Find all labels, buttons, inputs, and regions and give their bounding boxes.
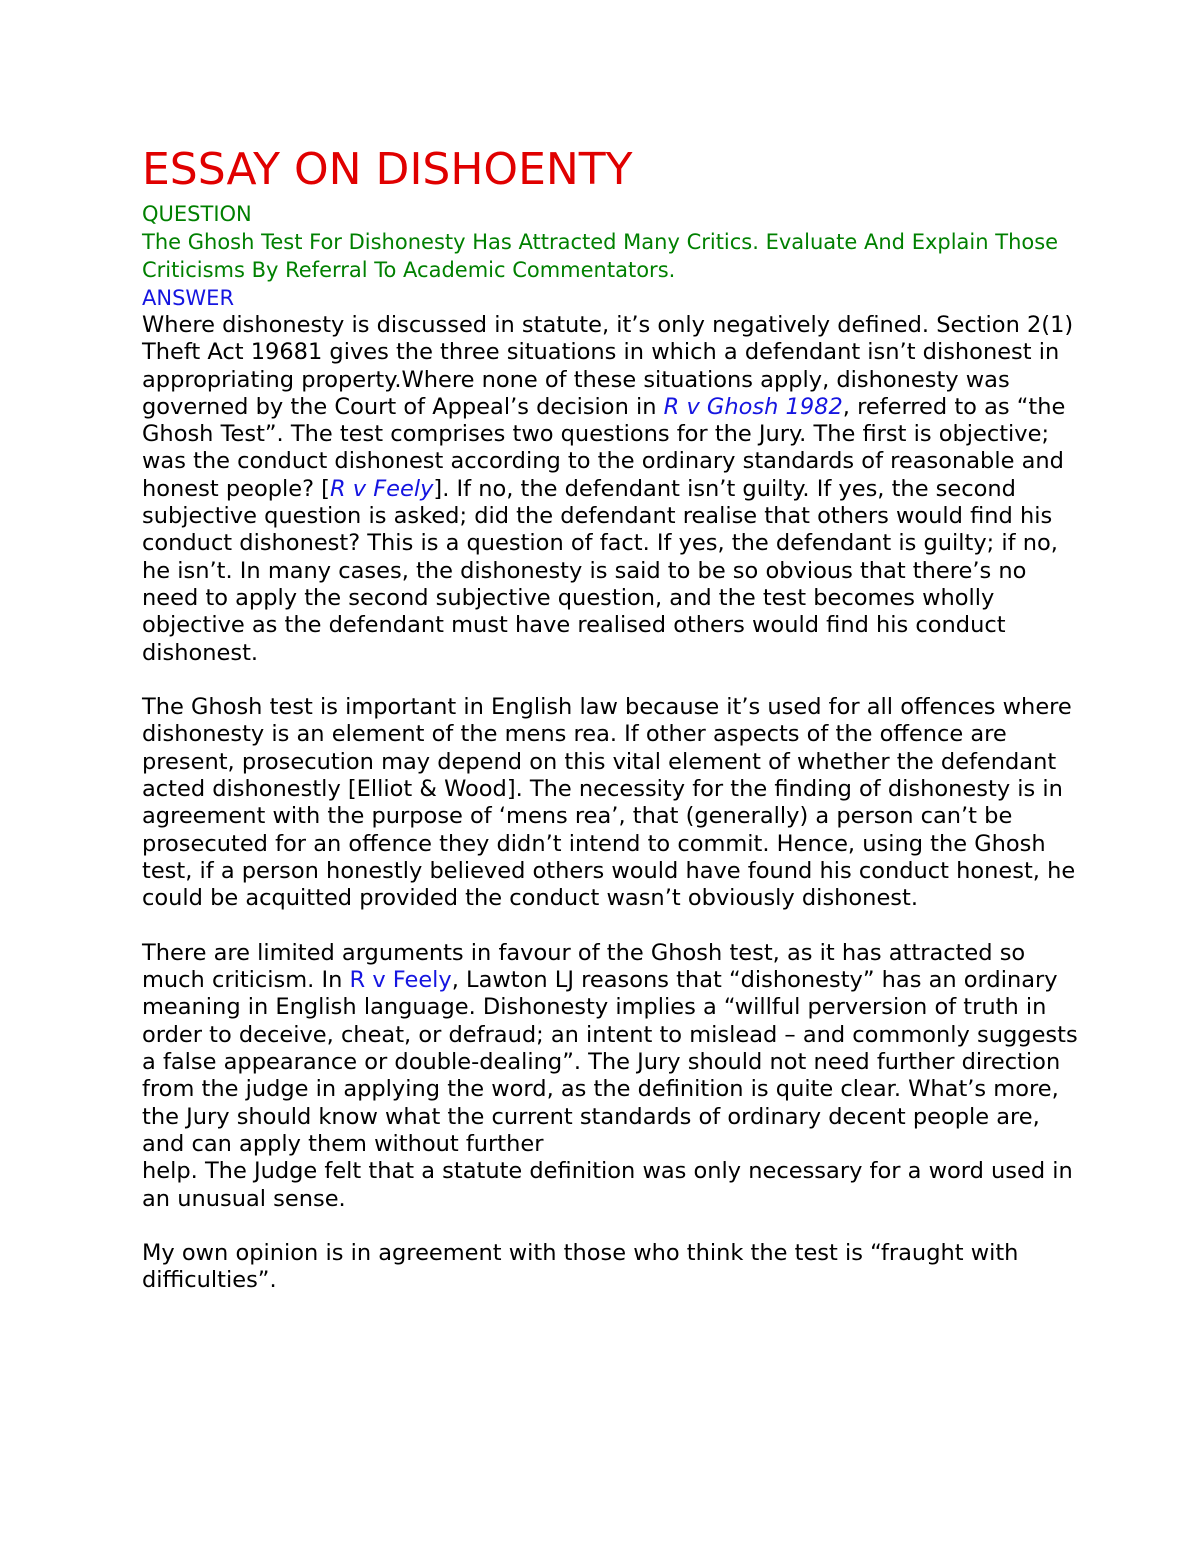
paragraph-1-part-c: ]. If no, the defendant isn’t guilty. If yes, the second subjective question is asked; did the defendant realise that others would find his conduct dishonest? This is a question of fact. If yes, the defendant is guilty; if no, he isn’t. In many cases, the dishonesty is said to be so obvious that there’s no need to apply the second subjective question, and the test becomes wholly objective as the defendant must have realised others would find his conduct dishonest. <box>142 475 1058 666</box>
paragraph-1-part-a: Where dishonesty is discussed in statute, it’s only negatively defined. Section 2(1) Theft Act 19681 gives the three situations in which a defendant isn’t dishonest in appropriating property.Where none of these situations apply, dishonesty was governed by the Court of Appeal’s decision in <box>142 312 1074 420</box>
case-citation-ghosh: R v Ghosh 1982 <box>663 393 843 420</box>
paragraph-3 <box>142 940 1082 1158</box>
question-text: The Ghosh Test For Dishonesty Has Attracted Many Critics. Evaluate And Explain Those Criticisms By Referral To Academic Commentators. <box>142 230 1059 282</box>
answer-label: ANSWER <box>142 286 235 310</box>
essay-title: ESSAY ON DISHOENTY <box>142 144 633 195</box>
paragraph-1 <box>142 312 1082 667</box>
case-citation-feely: R v Feely <box>349 967 452 994</box>
paragraph-2: The Ghosh test is important in English law because it’s used for all offences where dishonesty is an element of the mens rea. If other aspects of the offence are present, prosecution may depend on this vital element of whether the defendant acted dishonestly [Elliot & Wood]. The necessity for the finding of dishonesty is in agreement with the purpose of ‘mens rea’, that (generally) a person can’t be prosecuted for an offence they didn’t intend to commit. Hence, using the Ghosh test, if a person honestly believed others would have found his conduct honest, he could be acquitted provided the conduct wasn’t obviously dishonest. <box>142 694 1076 912</box>
question-label: QUESTION <box>142 202 252 226</box>
paragraph-3-part-a: There are limited arguments in favour of the Ghosh test, as it has attracted so much criticism. In <box>142 939 1026 994</box>
paragraph-3-continued: help. The Judge felt that a statute definition was only necessary for a word used in an unusual sense. <box>142 1158 1073 1212</box>
paragraph-spacer <box>142 913 1082 940</box>
paragraph-spacer <box>142 1213 1082 1240</box>
case-citation-feely: R v Feely <box>329 475 434 502</box>
paragraph-1-part-b: , referred to as “the Ghosh Test”. The test comprises two questions for the Jury. The first is objective; was the conduct dishonest according to the ordinary standards of reasonable and honest people? [ <box>142 393 1066 502</box>
paragraph-4: My own opinion is in agreement with those who think the test is “fraught with difficulties”. <box>142 1240 1019 1294</box>
paragraph-3-part-b: , Lawton LJ reasons that “dishonesty” has an ordinary meaning in English language. Dishonesty implies a “willful perversion of truth in order to deceive, cheat, or defraud; an intent to mislead – and commonly suggests a false appearance or double-dealing”. The Jury should not need further direction from the judge in applying the word, as the definition is quite clear. What’s more, the Jury should know what the current standards of ordinary decent people are, and can apply them without further <box>142 967 1078 1157</box>
paragraph-spacer <box>142 667 1082 694</box>
essay-content <box>142 140 1082 1295</box>
